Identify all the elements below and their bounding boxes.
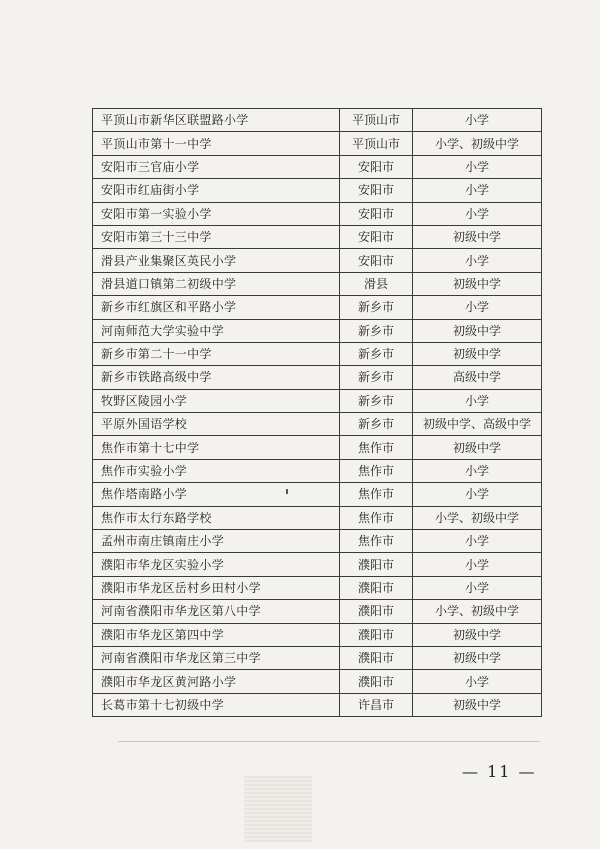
school-level-cell: 初级中学 [413,225,542,248]
table-row [93,436,542,459]
school-name-cell: 平顶山市新华区联盟路小学 [93,109,340,132]
city-cell: 新乡市 [340,296,413,319]
school-name-cell: 濮阳市华龙区实验小学 [93,553,340,576]
table-row [93,623,542,646]
table-row [93,272,542,295]
footer-rule [118,741,540,742]
school-level-cell: 小学、初级中学 [413,506,542,529]
city-cell: 许昌市 [340,693,413,716]
school-name-cell: 焦作市实验小学 [93,459,340,482]
city-cell: 濮阳市 [340,553,413,576]
school-name-cell: 新乡市铁路高级中学 [93,366,340,389]
school-level-cell: 小学 [413,530,542,553]
school-level-cell: 小学 [413,553,542,576]
school-level-cell: 初级中学 [413,342,542,365]
table-row [93,483,542,506]
school-name-cell: 平原外国语学校 [93,413,340,436]
page-number: — 11 — [462,762,537,781]
school-level-cell: 小学、初级中学 [413,132,542,155]
city-cell: 濮阳市 [340,623,413,646]
school-level-cell: 初级中学 [413,272,542,295]
city-cell: 安阳市 [340,179,413,202]
city-cell: 安阳市 [340,249,413,272]
school-name-cell: 焦作塔南路小学 [93,483,340,506]
school-name-cell: 安阳市第三十三中学 [93,225,340,248]
school-level-cell: 小学 [413,179,542,202]
school-level-cell: 初级中学 [413,693,542,716]
school-level-cell: 小学 [413,389,542,412]
school-level-cell: 小学 [413,249,542,272]
table-row [93,296,542,319]
table-row [93,109,542,132]
table-row [93,155,542,178]
city-cell: 焦作市 [340,530,413,553]
city-cell: 濮阳市 [340,670,413,693]
school-level-cell: 小学 [413,459,542,482]
scan-mark [286,489,288,494]
school-name-cell: 濮阳市华龙区岳村乡田村小学 [93,576,340,599]
table-row [93,576,542,599]
table-row [93,506,542,529]
city-cell: 新乡市 [340,413,413,436]
school-level-cell: 小学 [413,155,542,178]
school-name-cell: 河南省濮阳市华龙区第三中学 [93,646,340,669]
school-name-cell: 孟州市南庄镇南庄小学 [93,530,340,553]
table-row [93,459,542,482]
school-level-cell: 初级中学 [413,646,542,669]
city-cell: 濮阳市 [340,646,413,669]
table-row [93,342,542,365]
school-name-cell: 焦作市太行东路学校 [93,506,340,529]
city-cell: 新乡市 [340,389,413,412]
school-name-cell: 滑县道口镇第二初级中学 [93,272,340,295]
city-cell: 焦作市 [340,506,413,529]
table-row [93,693,542,716]
city-cell: 平顶山市 [340,132,413,155]
table-row [93,530,542,553]
school-level-cell: 初级中学 [413,319,542,342]
school-level-cell: 初级中学 [413,436,542,459]
table-row [93,646,542,669]
school-name-cell: 牧野区陵园小学 [93,389,340,412]
school-level-cell: 小学 [413,576,542,599]
school-level-cell: 小学、初级中学 [413,600,542,623]
city-cell: 安阳市 [340,202,413,225]
school-name-cell: 平顶山市第十一中学 [93,132,340,155]
school-name-cell: 滑县产业集聚区英民小学 [93,249,340,272]
school-name-cell: 新乡市第二十一中学 [93,342,340,365]
table-row [93,670,542,693]
table-row [93,389,542,412]
city-cell: 濮阳市 [340,576,413,599]
school-level-cell: 初级中学 [413,623,542,646]
school-name-cell: 安阳市第一实验小学 [93,202,340,225]
school-name-cell: 濮阳市华龙区第四中学 [93,623,340,646]
city-cell: 滑县 [340,272,413,295]
school-name-cell: 长葛市第十七初级中学 [93,693,340,716]
scan-smudge [244,776,312,842]
city-cell: 焦作市 [340,459,413,482]
city-cell: 安阳市 [340,155,413,178]
table-row [93,366,542,389]
city-cell: 焦作市 [340,436,413,459]
city-cell: 平顶山市 [340,109,413,132]
table-row [93,202,542,225]
table-row [93,319,542,342]
school-name-cell: 安阳市红庙街小学 [93,179,340,202]
school-name-cell: 河南省濮阳市华龙区第八中学 [93,600,340,623]
table-row [93,179,542,202]
table-row [93,413,542,436]
table-row [93,132,542,155]
city-cell: 新乡市 [340,342,413,365]
school-name-cell: 濮阳市华龙区黄河路小学 [93,670,340,693]
school-level-cell: 小学 [413,670,542,693]
table-row [93,600,542,623]
school-level-cell: 小学 [413,483,542,506]
school-table [92,108,541,717]
school-level-cell: 初级中学、高级中学 [413,413,542,436]
table-row [93,249,542,272]
school-level-cell: 小学 [413,109,542,132]
city-cell: 濮阳市 [340,600,413,623]
school-name-cell: 安阳市三官庙小学 [93,155,340,178]
table-row [93,553,542,576]
city-cell: 新乡市 [340,366,413,389]
city-cell: 新乡市 [340,319,413,342]
school-level-cell: 小学 [413,202,542,225]
school-name-cell: 河南师范大学实验中学 [93,319,340,342]
school-level-cell: 小学 [413,296,542,319]
school-level-cell: 高级中学 [413,366,542,389]
city-cell: 安阳市 [340,225,413,248]
school-name-cell: 焦作市第十七中学 [93,436,340,459]
city-cell: 焦作市 [340,483,413,506]
school-name-cell: 新乡市红旗区和平路小学 [93,296,340,319]
table-row [93,225,542,248]
